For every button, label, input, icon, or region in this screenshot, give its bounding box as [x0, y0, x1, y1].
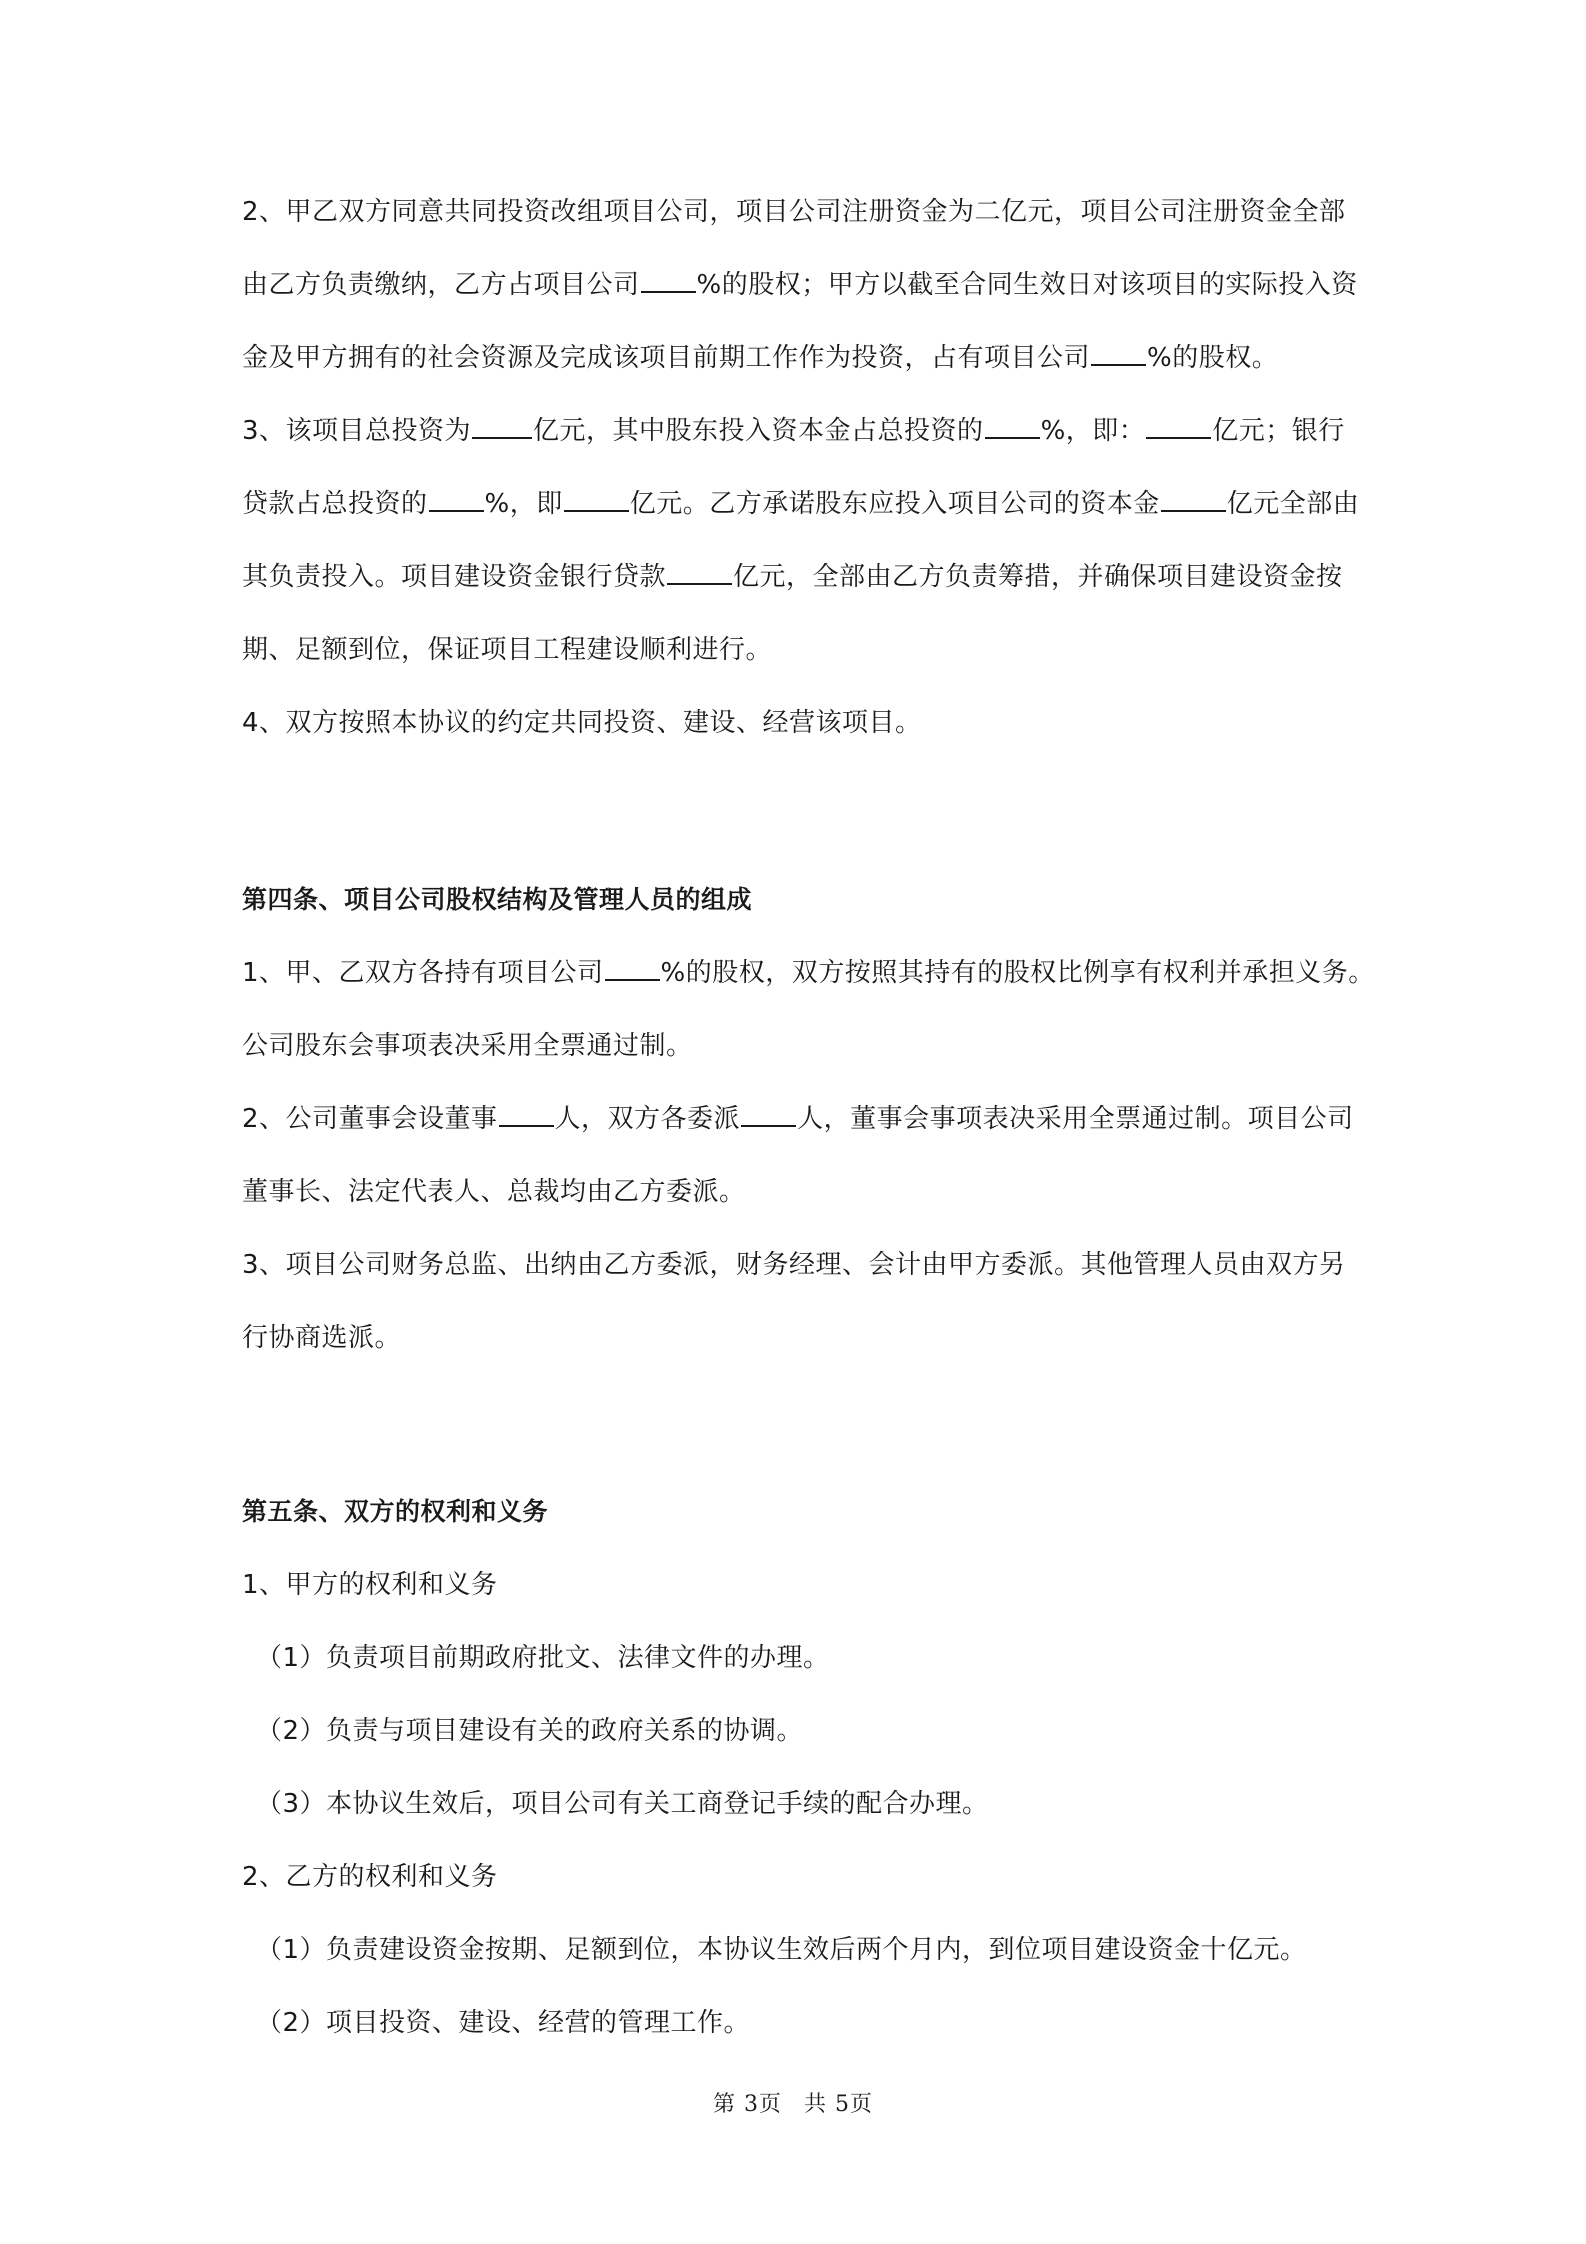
text: 3、项目公司财务总监、出纳由乙方委派，财务经理、会计由甲方委派。其他管理人员由双方另	[242, 1250, 1346, 1280]
text: 亿元。乙方承诺股东应投入项目公司的资本金	[629, 489, 1160, 519]
fill-blank[interactable]	[741, 1101, 796, 1127]
text: %，即：	[1040, 416, 1146, 446]
fill-blank[interactable]	[605, 955, 660, 981]
paragraph-line	[242, 705, 922, 741]
text: （2）项目投资、建设、经营的管理工作。	[256, 2008, 751, 2038]
list-item	[256, 1932, 1307, 1968]
text: 董事长、法定代表人、总裁均由乙方委派。	[242, 1177, 746, 1207]
list-item	[256, 2005, 750, 2041]
heading-text: 第五条、双方的权利和义务	[242, 1497, 549, 1526]
list-item	[256, 1713, 803, 1749]
text: 行协商选派。	[242, 1323, 402, 1353]
paragraph-line	[242, 486, 1359, 522]
text: 1、甲方的权利和义务	[242, 1570, 498, 1600]
text: 2、甲乙双方同意共同投资改组项目公司，项目公司注册资金为二亿元，项目公司注册资金全部	[242, 197, 1346, 227]
text: 贷款占总投资的	[242, 489, 428, 519]
paragraph-line	[242, 194, 1346, 230]
text: 公司股东会事项表决采用全票通过制。	[242, 1031, 693, 1061]
text: （3）本协议生效后，项目公司有关工商登记手续的配合办理。	[256, 1789, 989, 1819]
fill-blank[interactable]	[667, 559, 732, 585]
text: 1、甲、乙双方各持有项目公司	[242, 958, 604, 988]
text: 2、公司董事会设董事	[242, 1104, 498, 1134]
text: 人，双方各委派	[554, 1104, 741, 1134]
text: %的股权。	[1147, 343, 1279, 373]
fill-blank[interactable]	[641, 267, 696, 293]
heading-text: 第四条、项目公司股权结构及管理人员的组成	[242, 885, 753, 914]
page-footer	[0, 2087, 1586, 2118]
paragraph-line	[242, 955, 1375, 991]
text: 金及甲方拥有的社会资源及完成该项目前期工作作为投资，占有项目公司	[242, 343, 1091, 373]
paragraph-line	[242, 1174, 746, 1210]
text: （1）负责项目前期政府批文、法律文件的办理。	[256, 1643, 830, 1673]
text: 3、该项目总投资为	[242, 416, 472, 446]
fill-blank[interactable]	[1161, 486, 1226, 512]
paragraph-line	[242, 1101, 1354, 1137]
section-heading	[242, 882, 752, 918]
fill-blank[interactable]	[472, 413, 532, 439]
text: （2）负责与项目建设有关的政府关系的协调。	[256, 1716, 804, 1746]
text: 亿元；银行	[1212, 416, 1345, 446]
subsection-title	[242, 1859, 498, 1895]
fill-blank[interactable]	[1146, 413, 1211, 439]
paragraph-line	[242, 267, 1358, 303]
text: （1）负责建设资金按期、足额到位，本协议生效后两个月内，到位项目建设资金十亿元。	[256, 1935, 1307, 1965]
page-number: 第 3页	[713, 2092, 782, 2117]
list-item	[256, 1786, 989, 1822]
text: %的股权；甲方以截至合同生效日对该项目的实际投入资	[696, 270, 1358, 300]
text: 4、双方按照本协议的约定共同投资、建设、经营该项目。	[242, 708, 922, 738]
list-item	[256, 1640, 830, 1676]
text: 亿元，其中股东投入资本金占总投资的	[533, 416, 984, 446]
fill-blank[interactable]	[1091, 340, 1146, 366]
fill-blank[interactable]	[985, 413, 1040, 439]
paragraph-line	[242, 559, 1343, 595]
text: 其负责投入。项目建设资金银行贷款	[242, 562, 667, 592]
paragraph-line	[242, 413, 1345, 449]
paragraph-line	[242, 1320, 401, 1356]
paragraph-line	[242, 1247, 1346, 1283]
paragraph-line	[242, 340, 1278, 376]
text: 人，董事会事项表决采用全票通过制。项目公司	[797, 1104, 1354, 1134]
text: 亿元，全部由乙方负责筹措，并确保项目建设资金按	[733, 562, 1343, 592]
paragraph-line	[242, 1028, 693, 1064]
section-heading	[242, 1494, 548, 1530]
page-total: 共 5页	[804, 2092, 873, 2117]
subsection-title	[242, 1567, 498, 1603]
text: 由乙方负责缴纳，乙方占项目公司	[242, 270, 640, 300]
fill-blank[interactable]	[564, 486, 629, 512]
fill-blank[interactable]	[429, 486, 484, 512]
text: 期、足额到位，保证项目工程建设顺利进行。	[242, 635, 773, 665]
text: %，即	[484, 489, 563, 519]
text: 亿元全部由	[1226, 489, 1360, 519]
paragraph-line	[242, 632, 772, 668]
text: 2、乙方的权利和义务	[242, 1862, 498, 1892]
fill-blank[interactable]	[499, 1101, 554, 1127]
text: %的股权，双方按照其持有的股权比例享有权利并承担义务。	[660, 958, 1375, 988]
